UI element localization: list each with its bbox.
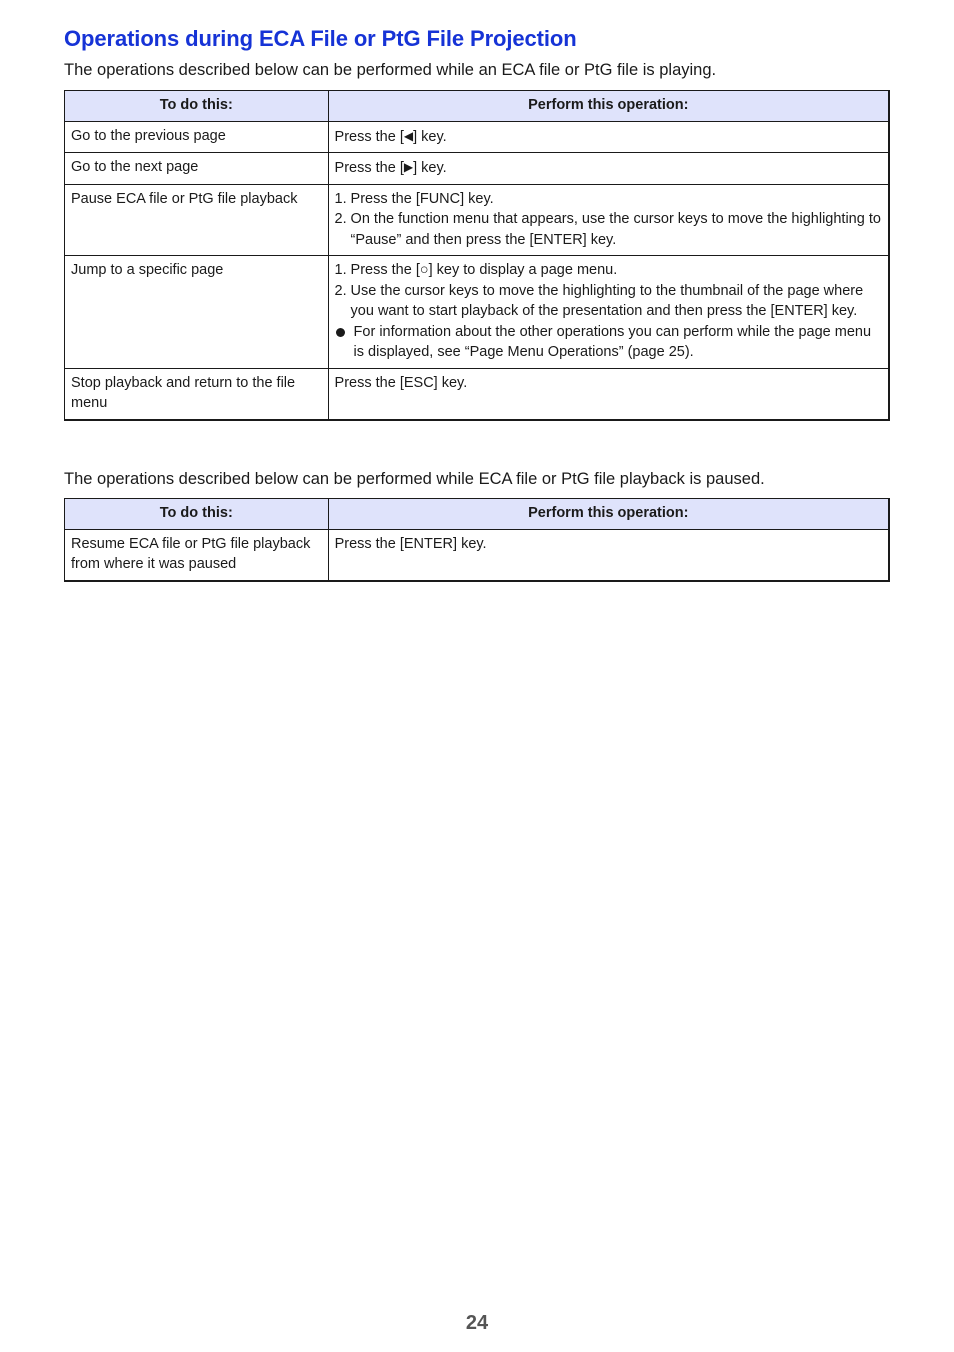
- step-number: 1.: [334, 262, 347, 278]
- column-header-action: To do this:: [65, 91, 329, 122]
- action-cell: Jump to a specific page: [65, 256, 329, 369]
- step-number: 2.: [334, 211, 347, 227]
- column-header-action: To do this:: [65, 499, 329, 530]
- operation-text: ] key.: [413, 128, 447, 145]
- operation-text: Press the [: [334, 160, 404, 176]
- step-text: Press the [: [350, 262, 420, 278]
- action-cell: Pause ECA file or PtG file playback: [65, 184, 329, 256]
- step-item: [335, 260, 882, 281]
- bullet-icon: [336, 328, 345, 337]
- intro-paused: The operations described below can be performed while ECA file or PtG file playback is paused.: [64, 470, 765, 488]
- step-text: Press the [FUNC] key.: [350, 190, 494, 207]
- table-header-row: [65, 499, 890, 530]
- table-row: [65, 256, 890, 369]
- step-item: [335, 281, 882, 322]
- playing-operations-table: [64, 90, 890, 421]
- operation-cell: [328, 153, 889, 185]
- operation-cell: [328, 121, 889, 153]
- operation-cell: Press the [ENTER] key.: [328, 529, 889, 581]
- step-list: [335, 260, 882, 322]
- table-row: [65, 121, 890, 153]
- action-cell: Go to the previous page: [65, 121, 329, 153]
- step-text: Use the cursor keys to move the highlighting to the thumbnail of the page where you want to start playback of the presentation and then press the [ENTER] key.: [350, 282, 864, 319]
- operation-cell: Press the [ESC] key.: [328, 368, 889, 420]
- table-header-row: [65, 91, 890, 122]
- operation-text: Press the [: [334, 128, 404, 145]
- intro-playing: The operations described below can be performed while an ECA file or PtG file is playing.: [64, 61, 717, 79]
- page-number: 24: [465, 1312, 489, 1334]
- note-text: For information about the other operations you can perform while the page menu is displayed, see “Page Menu Operations” (page 25).: [353, 323, 872, 360]
- action-cell: Go to the next page: [65, 153, 329, 185]
- step-number: 2.: [334, 282, 347, 299]
- right-triangle-key-icon: ▶: [403, 160, 414, 174]
- step-item: [335, 189, 882, 210]
- operation-cell: [328, 184, 889, 256]
- action-cell: Resume ECA file or PtG file playback from where it was paused: [65, 529, 329, 581]
- step-number: 1.: [334, 190, 347, 207]
- step-item: [335, 209, 882, 250]
- circle-key-icon: ○: [419, 262, 429, 278]
- page-title: Operations during ECA File or PtG File Projection: [64, 26, 577, 51]
- step-text: ] key to display a page menu.: [428, 262, 618, 278]
- column-header-operation: Perform this operation:: [328, 91, 889, 122]
- paused-operations-table: [64, 498, 890, 582]
- table-row: [65, 184, 890, 256]
- column-header-operation: Perform this operation:: [328, 499, 889, 530]
- step-list: [335, 189, 882, 251]
- table-row: [65, 153, 890, 185]
- operation-cell: [328, 256, 889, 369]
- note-item: [335, 322, 882, 363]
- table-row: [65, 529, 890, 581]
- left-triangle-key-icon: ◀: [403, 128, 414, 143]
- table-row: [65, 368, 890, 420]
- action-cell: Stop playback and return to the file menu: [65, 368, 329, 420]
- step-text: On the function menu that appears, use the cursor keys to move the highlighting to “Pause” and then press the [ENTER] key.: [350, 211, 881, 248]
- operation-text: ] key.: [413, 160, 447, 176]
